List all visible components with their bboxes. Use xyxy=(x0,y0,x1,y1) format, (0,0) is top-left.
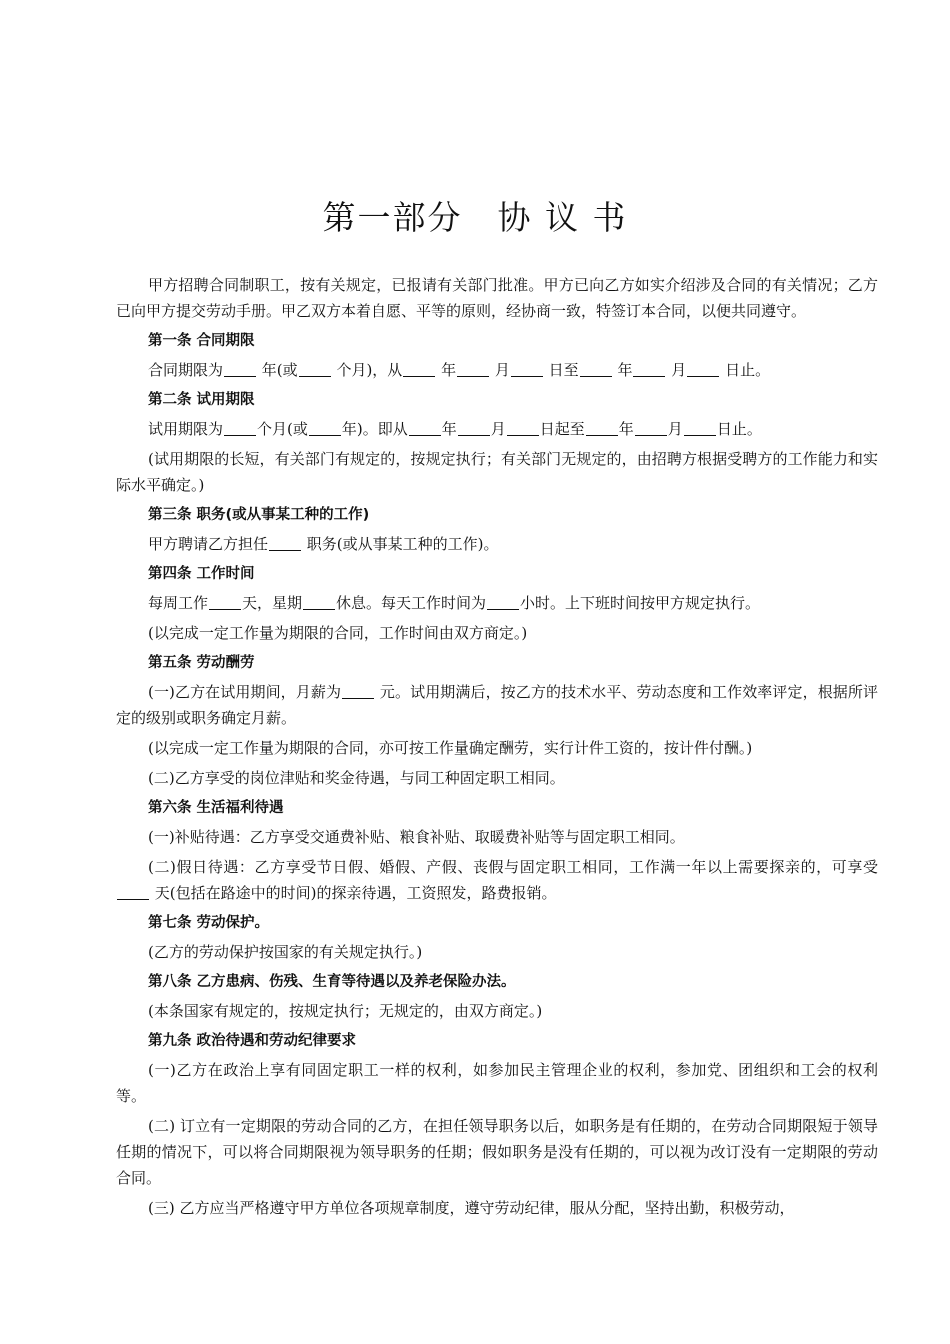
fill-blank[interactable] xyxy=(507,419,539,436)
fill-blank[interactable] xyxy=(687,360,719,377)
text-segment: (二)假日待遇：乙方享受节日假、婚假、产假、丧假与固定职工相同，工作满一年以上需要探亲的，可享受 xyxy=(148,858,878,876)
fill-blank[interactable] xyxy=(458,419,490,436)
article-5-heading: 第五条 劳动酬劳 xyxy=(148,655,255,671)
article-5-note: (以完成一定工作量为期限的合同，亦可按工作量确定酬劳，实行计件工资的，按计件付酬。) xyxy=(148,739,753,757)
text-segment: 甲方聘请乙方担任 xyxy=(148,535,269,553)
page-title: 第一部分 协 议 书 xyxy=(322,198,628,237)
article-3-heading: 第三条 职务(或从事某工种的工作) xyxy=(148,507,370,523)
article-4-heading: 第四条 工作时间 xyxy=(148,566,255,582)
fill-blank[interactable] xyxy=(457,360,489,377)
text-segment: 月 xyxy=(494,361,510,379)
text-segment: 天，星期 xyxy=(242,594,303,612)
text-segment: 天(包括在路途中的时间)的探亲待遇，工资照发，路费报销。 xyxy=(154,884,557,902)
fill-blank[interactable] xyxy=(684,419,716,436)
fill-blank[interactable] xyxy=(586,419,618,436)
text-segment: 年 xyxy=(441,361,457,379)
article-2-text xyxy=(116,416,878,442)
text-segment: 日止。 xyxy=(716,420,762,438)
article-1-heading: 第一条 合同期限 xyxy=(148,333,255,349)
article-2-note: (试用期限的长短，有关部门有规定的，按规定执行；有关部门无规定的，由招聘方根据受聘方的工作能力和实际水平确定。) xyxy=(116,450,878,494)
article-5-text xyxy=(116,679,878,731)
article-2-heading: 第二条 试用期限 xyxy=(148,392,255,408)
text-segment: 每周工作 xyxy=(148,594,209,612)
fill-blank[interactable] xyxy=(635,419,667,436)
text-segment: 年 xyxy=(618,420,634,438)
text-segment: 日止。 xyxy=(725,361,771,379)
text-segment: 试用期限为 xyxy=(148,420,224,438)
fill-blank[interactable] xyxy=(342,682,374,699)
fill-blank[interactable] xyxy=(633,360,665,377)
intro-paragraph: 甲方招聘合同制职工，按有关规定，已报请有关部门批准。甲方已向乙方如实介绍涉及合同的有关情况；乙方已向甲方提交劳动手册。甲乙双方本着自愿、平等的原则，经协商一致，特签订本合同，以便共同遵守。 xyxy=(116,276,878,320)
fill-blank[interactable] xyxy=(209,593,241,610)
text-segment: 年(或 xyxy=(261,361,298,379)
article-9-heading: 第九条 政治待遇和劳动纪律要求 xyxy=(148,1033,357,1049)
text-segment: 年 xyxy=(617,361,633,379)
text-segment: 日起至 xyxy=(539,420,585,438)
fill-blank[interactable] xyxy=(224,360,256,377)
fill-blank[interactable] xyxy=(487,593,519,610)
article-5-paragraph-2: (二)乙方享受的岗位津贴和奖金待遇，与同工种固定职工相同。 xyxy=(148,769,565,787)
text-segment: (一)乙方在试用期间，月薪为 xyxy=(148,683,342,701)
fill-blank[interactable] xyxy=(269,534,301,551)
article-6-paragraph-1: (一)补贴待遇：乙方享受交通费补贴、粮食补贴、取暖费补贴等与固定职工相同。 xyxy=(148,828,685,846)
text-segment: 月 xyxy=(667,420,683,438)
article-6-heading: 第六条 生活福利待遇 xyxy=(148,800,284,816)
article-7-note: (乙方的劳动保护按国家的有关规定执行。) xyxy=(148,943,423,961)
article-9-paragraph-2: (二) 订立有一定期限的劳动合同的乙方，在担任领导职务以后，如职务是有任期的，在劳动合同期限短于领导任期的情况下，可以将合同期限视为领导职务的任期；假如职务是没有任期的，可以视为改订没有一定期限的劳动合同。 xyxy=(116,1117,878,1187)
article-3-text xyxy=(116,531,878,557)
text-segment: 日至 xyxy=(548,361,579,379)
text-segment: 休息。每天工作时间为 xyxy=(336,594,487,612)
text-segment: 个月(或 xyxy=(257,420,308,438)
text-segment: 年)。即从 xyxy=(341,420,408,438)
article-6-paragraph-2 xyxy=(116,854,878,906)
article-4-text xyxy=(116,590,878,616)
article-9-paragraph-1: (一)乙方在政治上享有同固定职工一样的权利，如参加民主管理企业的权利，参加党、团组织和工会的权利等。 xyxy=(116,1061,878,1105)
text-segment: 元。试用期满后，按乙方的技术水平、劳动态度和工作效率评定，根据所评定的级别或职务确定月薪。 xyxy=(116,683,878,727)
fill-blank[interactable] xyxy=(403,360,435,377)
text-segment: 个月)，从 xyxy=(336,361,403,379)
article-1-text xyxy=(116,357,878,383)
article-9-paragraph-3: (三) 乙方应当严格遵守甲方单位各项规章制度，遵守劳动纪律，服从分配，坚持出勤，积极劳动， xyxy=(148,1199,795,1217)
article-8-note: (本条国家有规定的，按规定执行；无规定的，由双方商定。) xyxy=(148,1002,543,1020)
article-7-heading: 第七条 劳动保护。 xyxy=(148,915,270,931)
text-segment: 月 xyxy=(490,420,506,438)
document-body xyxy=(116,272,878,1225)
article-8-heading: 第八条 乙方患病、伤残、生育等待遇以及养老保险办法。 xyxy=(148,974,516,990)
fill-blank[interactable] xyxy=(224,419,256,436)
text-segment: 年 xyxy=(441,420,457,438)
fill-blank[interactable] xyxy=(309,419,341,436)
fill-blank[interactable] xyxy=(409,419,441,436)
text-segment: 职务(或从事某工种的工作)。 xyxy=(306,535,499,553)
article-4-note: (以完成一定工作量为期限的合同，工作时间由双方商定。) xyxy=(148,624,528,642)
fill-blank[interactable] xyxy=(580,360,612,377)
text-segment: 小时。上下班时间按甲方规定执行。 xyxy=(520,594,761,612)
text-segment: 合同期限为 xyxy=(148,361,224,379)
fill-blank[interactable] xyxy=(299,360,331,377)
fill-blank[interactable] xyxy=(117,883,149,900)
fill-blank[interactable] xyxy=(303,593,335,610)
text-segment: 月 xyxy=(671,361,687,379)
fill-blank[interactable] xyxy=(511,360,543,377)
